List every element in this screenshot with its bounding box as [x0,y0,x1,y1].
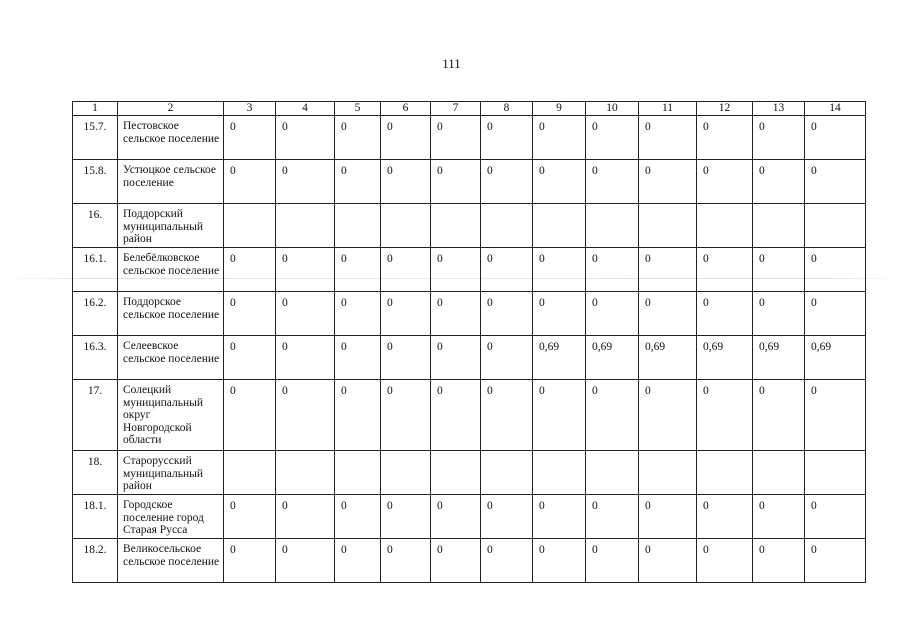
table-header-row [73,102,866,116]
value-cell: 0 [753,539,805,583]
row-number: 16.1. [73,248,118,292]
value-cell: 0 [431,380,481,451]
municipality-name: Устюцкое сельское поселение [118,160,224,204]
value-cell: 0 [335,495,381,539]
value-cell: 0 [276,292,335,336]
table-row [73,380,866,451]
value-cell [753,204,805,248]
table-row [73,160,866,204]
value-cell: 0 [639,248,697,292]
value-cell: 0 [335,336,381,380]
row-number: 16.2. [73,292,118,336]
value-cell: 0,69 [805,336,866,380]
column-header-3: 3 [224,102,276,116]
value-cell: 0 [335,292,381,336]
value-cell [276,204,335,248]
value-cell: 0 [381,292,431,336]
value-cell: 0 [586,292,639,336]
municipality-name: Солецкий муниципальный округ Новгородской области [118,380,224,451]
value-cell: 0 [335,248,381,292]
table-row [73,204,866,248]
value-cell: 0 [753,116,805,160]
value-cell: 0 [753,248,805,292]
value-cell: 0 [533,116,586,160]
value-cell: 0 [481,160,533,204]
value-cell [224,204,276,248]
value-cell: 0 [481,116,533,160]
value-cell: 0 [586,248,639,292]
value-cell: 0,69 [697,336,753,380]
value-cell: 0 [805,292,866,336]
value-cell: 0 [697,248,753,292]
value-cell: 0 [224,248,276,292]
value-cell: 0 [533,380,586,451]
value-cell: 0,69 [639,336,697,380]
value-cell: 0 [639,160,697,204]
municipality-name: Великосельское сельское поселение [118,539,224,583]
value-cell: 0 [381,380,431,451]
value-cell: 0 [224,539,276,583]
value-cell: 0 [805,160,866,204]
value-cell: 0 [533,160,586,204]
page-number: 111 [442,56,461,71]
value-cell: 0 [276,495,335,539]
value-cell: 0 [381,539,431,583]
value-cell: 0 [481,380,533,451]
table-row [73,116,866,160]
value-cell: 0 [224,380,276,451]
value-cell: 0 [533,539,586,583]
row-number: 17. [73,380,118,451]
value-cell [639,451,697,495]
column-header-8: 8 [481,102,533,116]
value-cell [805,451,866,495]
value-cell [431,451,481,495]
value-cell [697,204,753,248]
value-cell: 0 [586,539,639,583]
value-cell: 0 [276,116,335,160]
municipality-name: Городское поселение город Старая Русса [118,495,224,539]
value-cell: 0 [805,248,866,292]
value-cell: 0 [533,248,586,292]
value-cell [335,451,381,495]
value-cell: 0 [481,336,533,380]
value-cell: 0 [805,539,866,583]
column-header-6: 6 [381,102,431,116]
value-cell: 0 [224,336,276,380]
row-number: 18. [73,451,118,495]
value-cell: 0 [481,495,533,539]
column-header-5: 5 [335,102,381,116]
value-cell: 0,69 [533,336,586,380]
value-cell [533,204,586,248]
value-cell: 0 [335,539,381,583]
value-cell [431,204,481,248]
row-number: 15.8. [73,160,118,204]
row-number: 16. [73,204,118,248]
value-cell: 0 [697,539,753,583]
value-cell: 0 [276,336,335,380]
value-cell: 0 [697,292,753,336]
value-cell: 0 [224,116,276,160]
value-cell: 0 [276,248,335,292]
column-header-13: 13 [753,102,805,116]
value-cell: 0 [639,292,697,336]
value-cell: 0 [586,160,639,204]
table-row [73,336,866,380]
value-cell: 0 [805,380,866,451]
value-cell: 0 [276,539,335,583]
value-cell: 0 [586,116,639,160]
value-cell: 0 [586,495,639,539]
value-cell: 0,69 [753,336,805,380]
value-cell: 0 [381,495,431,539]
data-table [72,101,866,583]
value-cell: 0 [481,248,533,292]
table-row [73,292,866,336]
value-cell [381,451,431,495]
value-cell: 0 [697,380,753,451]
row-number: 18.1. [73,495,118,539]
value-cell: 0 [224,160,276,204]
value-cell: 0 [431,292,481,336]
value-cell: 0 [381,116,431,160]
value-cell: 0 [481,292,533,336]
value-cell: 0 [753,292,805,336]
value-cell: 0 [697,160,753,204]
value-cell: 0 [805,116,866,160]
value-cell: 0 [381,248,431,292]
column-header-2: 2 [118,102,224,116]
municipality-name: Пестовское сельское поселение [118,116,224,160]
value-cell: 0 [276,380,335,451]
column-header-10: 10 [586,102,639,116]
value-cell: 0 [431,248,481,292]
value-cell: 0 [224,495,276,539]
value-cell: 0,69 [586,336,639,380]
value-cell [335,204,381,248]
column-header-11: 11 [639,102,697,116]
value-cell: 0 [431,336,481,380]
table-row [73,539,866,583]
value-cell: 0 [335,380,381,451]
value-cell: 0 [586,380,639,451]
value-cell [533,451,586,495]
value-cell [381,204,431,248]
value-cell [481,204,533,248]
value-cell [753,451,805,495]
column-header-14: 14 [805,102,866,116]
table-row [73,451,866,495]
municipality-name: Старорусский муниципальный район [118,451,224,495]
value-cell [805,204,866,248]
table-row [73,495,866,539]
value-cell: 0 [753,380,805,451]
value-cell: 0 [639,380,697,451]
value-cell: 0 [639,116,697,160]
value-cell [639,204,697,248]
value-cell: 0 [276,160,335,204]
table-row [73,248,866,292]
value-cell: 0 [431,116,481,160]
value-cell: 0 [224,292,276,336]
row-number: 18.2. [73,539,118,583]
value-cell: 0 [533,495,586,539]
value-cell: 0 [805,495,866,539]
value-cell: 0 [753,495,805,539]
value-cell: 0 [431,160,481,204]
row-number: 16.3. [73,336,118,380]
municipality-name: Поддорский муниципальный район [118,204,224,248]
value-cell: 0 [335,116,381,160]
value-cell: 0 [381,160,431,204]
column-header-12: 12 [697,102,753,116]
value-cell [276,451,335,495]
municipality-name: Селеевское сельское поселение [118,336,224,380]
value-cell: 0 [335,160,381,204]
column-header-4: 4 [276,102,335,116]
row-number: 15.7. [73,116,118,160]
value-cell: 0 [639,539,697,583]
column-header-9: 9 [533,102,586,116]
value-cell: 0 [533,292,586,336]
municipality-name: Поддорское сельское поселение [118,292,224,336]
column-header-7: 7 [431,102,481,116]
value-cell: 0 [381,336,431,380]
value-cell: 0 [431,495,481,539]
value-cell: 0 [639,495,697,539]
value-cell [481,451,533,495]
value-cell [586,451,639,495]
value-cell: 0 [753,160,805,204]
value-cell: 0 [481,539,533,583]
value-cell [697,451,753,495]
municipality-name: Белебёлковское сельское поселение [118,248,224,292]
value-cell: 0 [697,116,753,160]
value-cell [586,204,639,248]
value-cell: 0 [697,495,753,539]
value-cell [224,451,276,495]
column-header-1: 1 [73,102,118,116]
value-cell: 0 [431,539,481,583]
